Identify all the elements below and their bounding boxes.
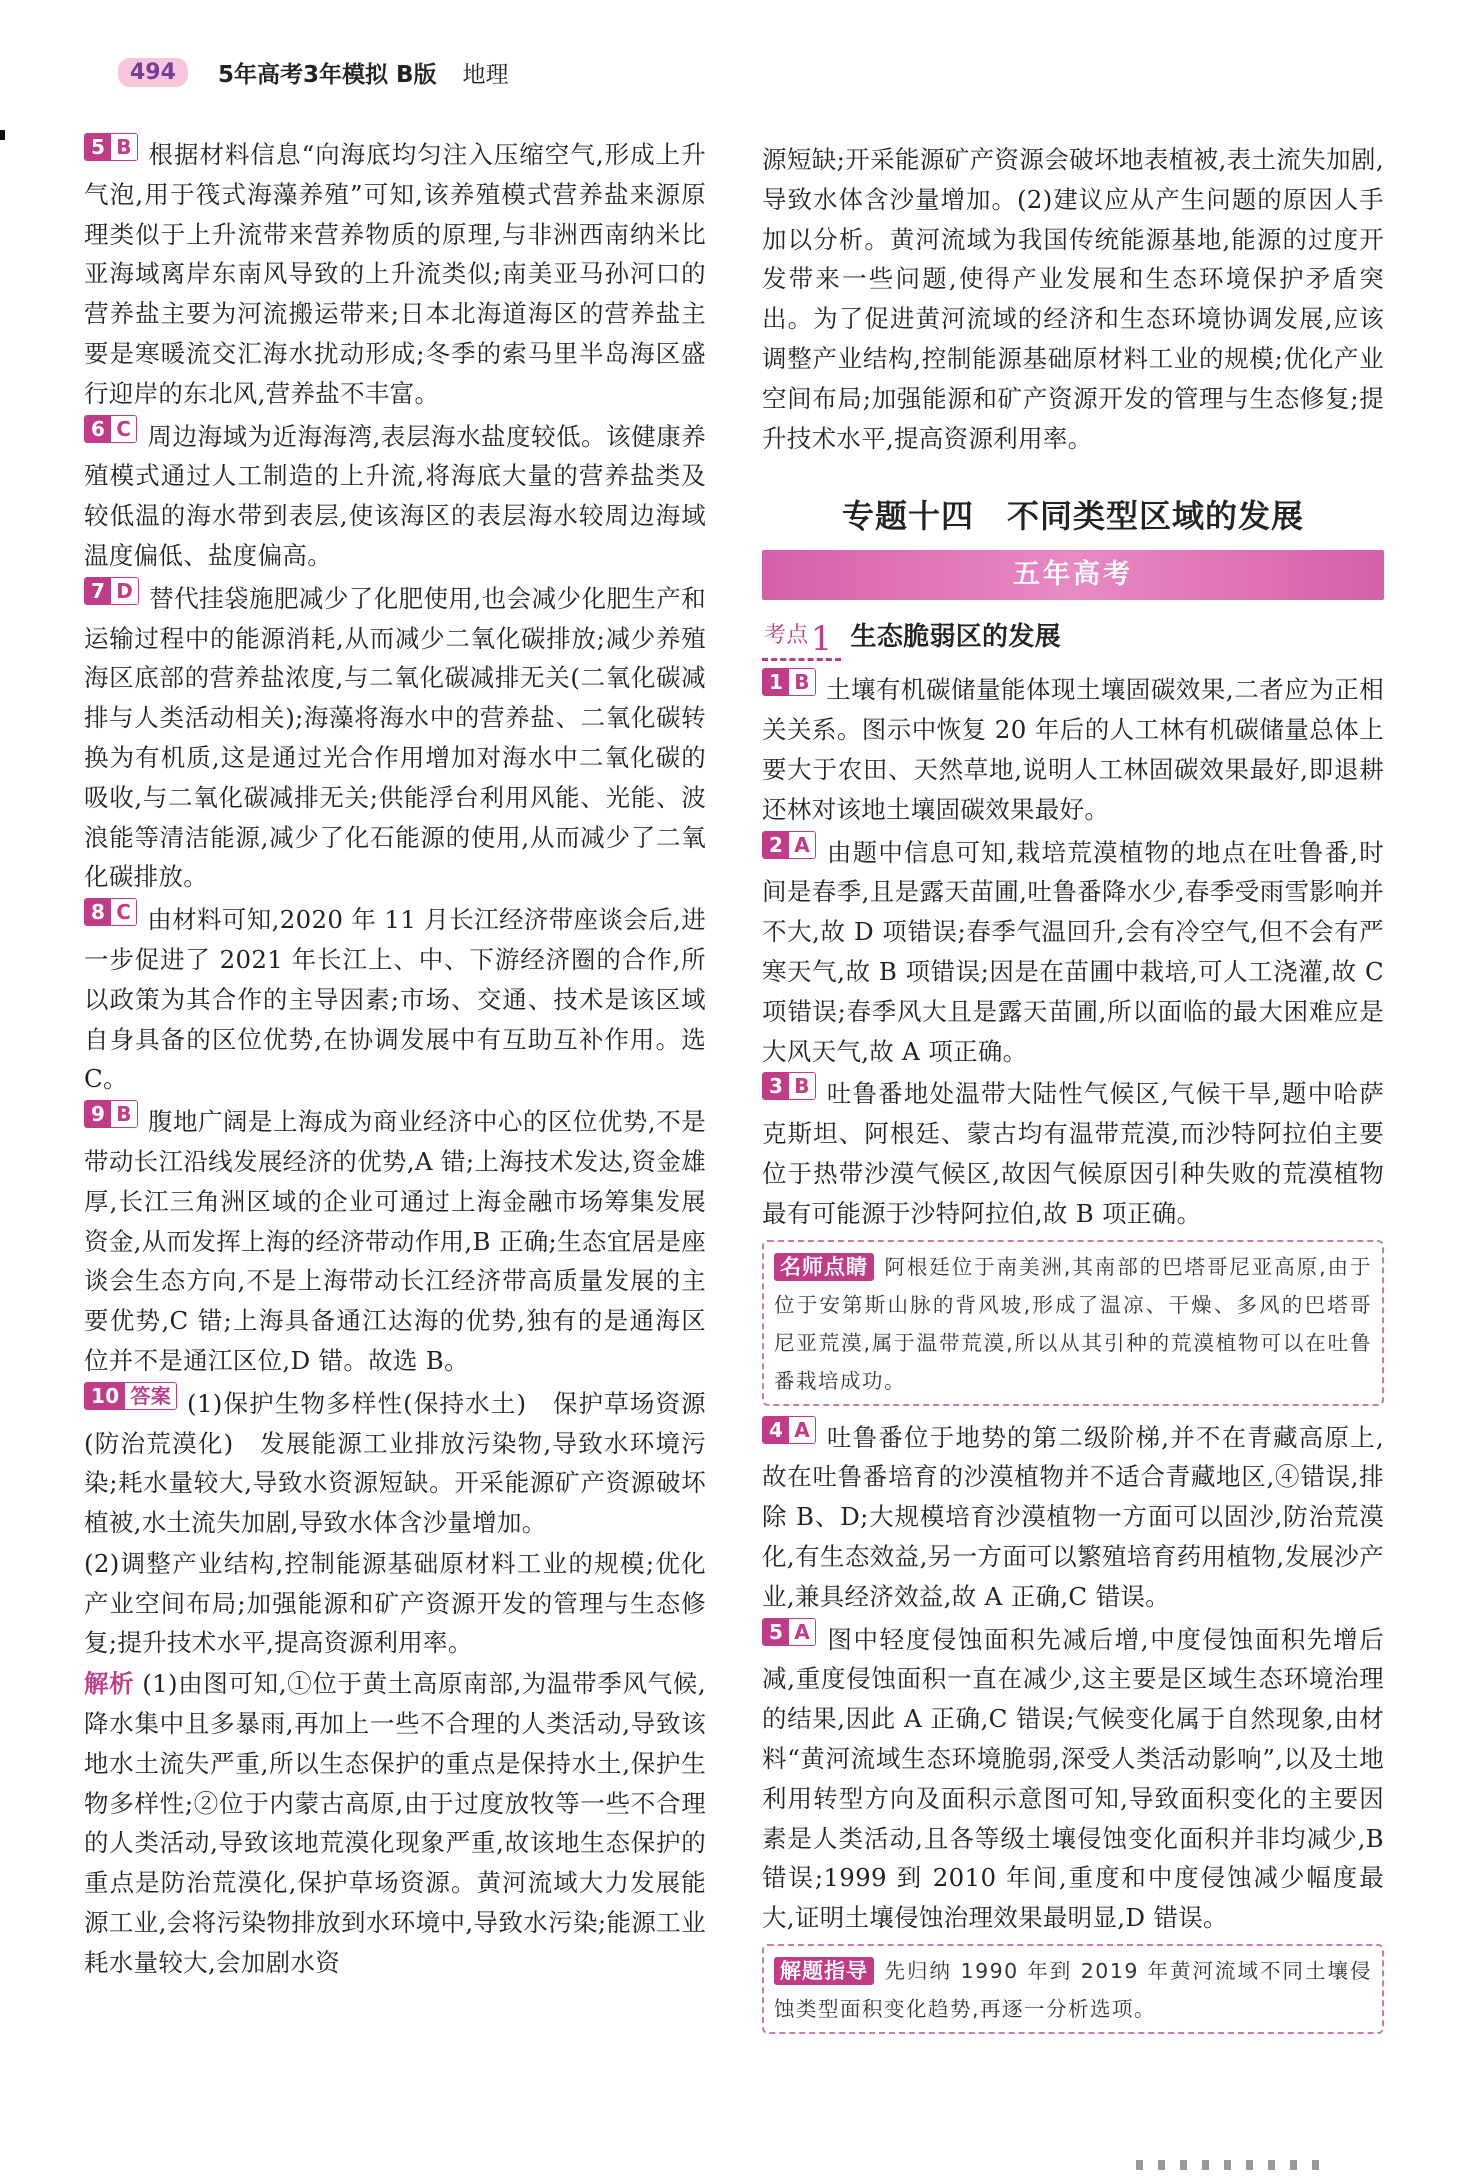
section-title: 专题十四 不同类型区域的发展 (841, 497, 1304, 536)
answer-item (84, 1100, 706, 1381)
kaodian-badge (762, 616, 841, 661)
answer-item (84, 898, 706, 1099)
answer-text: 由题中信息可知,栽培荒漠植物的地点在吐鲁番,时间是春季,且是露天苗圃,吐鲁番降水少,春季受雨雪影响并不大,故 D 项错误;春季气温回升,会有冷空气,但不会有严寒天气,故 B 项错误;因是在苗圃中栽培,可人工浇灌,故 C 项错误;春季风大且是露天苗圃,所以面临的最大困难应是大风天气,故 A 项正确。 (762, 837, 1384, 1066)
answer-item (762, 668, 1384, 829)
teacher-tip-text: 阿根廷位于南美洲,其南部的巴塔哥尼亚高原,由于位于安第斯山脉的背风坡,形成了温凉、干燥、多风的巴塔哥尼亚荒漠,属于温带荒漠,所以从其引种的荒漠植物可以在吐鲁番栽培成功。 (774, 1254, 1372, 1393)
kaodian-title: 生态脆弱区的发展 (850, 622, 1061, 653)
answer-tag: 5 B (84, 133, 138, 161)
crop-mark (0, 130, 5, 140)
answer-tag: 2 A (762, 831, 816, 859)
subject-label: 地理 (462, 61, 509, 88)
answer-text: 根据材料信息“向海底均匀注入压缩空气,形成上升气泡,用于筏式海藻养殖”可知,该养殖模式营养盐来源原理类似于上升流带来营养物质的原理,与非洲西南纳米比亚海域离岸东南风导致的上升流类似;南美亚马孙河口的营养盐主要为河流搬运带来;日本北海道海区的营养盐主要是寒暖流交汇海水扰动形成;冬季的索马里半岛海区盛行迎岸的东北风,营养盐不丰富。 (84, 140, 706, 408)
answer-text: 吐鲁番位于地势的第二级阶梯,并不在青藏高原上,故在吐鲁番培育的沙漠植物并不适合青藏地区,④错误,排除 B、D;大规模培育沙漠植物一方面可以固沙,防治荒漠化,有生态效益,另一方面可以繁殖培育药用植物,发展沙产业,兼具经济效益,故 A 正确,C 错误。 (762, 1422, 1384, 1611)
answer-text: (2)调整产业结构,控制能源基础原材料工业的规模;优化产业空间布局;加强能源和矿产资源开发的管理与生态修复;提升技术水平,提高资源利用率。 (84, 1548, 706, 1658)
answer-tag: 7 D (84, 577, 139, 605)
answer-text: 图中轻度侵蚀面积先减后增,中度侵蚀面积先增后减,重度侵蚀面积一直在减少,这主要是区域生态环境治理的结果,因此 A 正确,C 错误;气候变化属于自然现象,由材料“黄河流域生态环境脆弱,深受人类活动影响”,以及土地利用转型方向及面积示意图可知,导致面积变化的主要因素是人类活动,且各等级土壤侵蚀变化面积并非均减少,B 错误;1999 到 2010 年间,重度和中度侵蚀减少幅度最大,证明土壤侵蚀治理效果最明显,D 错误。 (762, 1624, 1384, 1933)
answer-item (84, 1382, 706, 1543)
section-band: 五年高考 (762, 550, 1384, 600)
right-column (762, 140, 1384, 2044)
kaodian-heading (762, 614, 1384, 662)
answer-tag: 5 A (762, 1618, 816, 1646)
answer-item (84, 415, 706, 576)
answer-text: 腹地广阔是上海成为商业经济中心的区位优势,不是带动长江沿线发展经济的优势,A 错;上海技术发达,资金雄厚,长江三角洲区域的企业可通过上海金融市场筹集发展资金,从而发挥上海的经济带动作用,B 正确;生态宜居是座谈会生态方向,不是上海带动长江经济带高质量发展的主要优势,C 错;上海具备通江达海的优势,独有的是通海区位并不是通江区位,D 错。故选 B。 (84, 1107, 706, 1375)
answer-item (762, 831, 1384, 1072)
page-number: 494 (118, 58, 188, 87)
footer-marks (1136, 2160, 1326, 2170)
answer-tag: 6 C (84, 415, 137, 443)
book-title: 5年高考3年模拟 B版 (217, 61, 437, 88)
kaodian-number: 1 (810, 618, 833, 659)
answer-text: 由材料可知,2020 年 11 月长江经济带座谈会后,进一步促进了 2021 年长江上、中、下游经济圈的合作,所以政策为其合作的主导因素;市场、交通、技术是该区域自身具备的区位优势,在协调发展中有互助互补作用。选 C。 (84, 905, 706, 1094)
answer-item (762, 1072, 1384, 1233)
answer-text: 土壤有机碳储量能体现土壤固碳效果,二者应为正相关关系。图示中恢复 20 年后的人工林有机碳储量总体上要大于农田、天然草地,说明人工林固碳效果最好,即退耕还林对该地土壤固碳效果最好。 (762, 675, 1384, 824)
answer-tag: 10 答案 (84, 1382, 177, 1410)
answer-tag: 1 B (762, 668, 816, 696)
answer-text: (1)保护生物多样性(保持水土) 保护草场资源(防治荒漠化) 发展能源工业排放污染物,导致水环境污染;耗水量较大,导致水资源短缺。开采能源矿产资源破坏植被,水土流失加剧,导致水体含沙量增加。 (84, 1388, 706, 1538)
teacher-tip-box (762, 1240, 1384, 1406)
analysis (84, 1664, 706, 1982)
answer-text: 吐鲁番地处温带大陆性气候区,气候干旱,题中哈萨克斯坦、阿根廷、蒙古均有温带荒漠,而沙特阿拉伯主要位于热带沙漠气候区,故因气候原因引种失败的荒漠植物最有可能源于沙特阿拉伯,故 B 项正确。 (762, 1079, 1384, 1228)
answer-tag: 9 B (84, 1100, 138, 1128)
answer-tag: 8 C (84, 898, 137, 926)
solving-guide-label: 解题指导 (774, 1957, 874, 1985)
answer-tag: 4 A (762, 1416, 816, 1444)
answer-item (762, 1618, 1384, 1938)
answer-text: 替代挂袋施肥减少了化肥使用,也会减少化肥生产和运输过程中的能源消耗,从而减少二氧化碳排放;减少养殖海区底部的营养盐浓度,与二氧化碳减排无关(二氧化碳减排与人类活动相关);海藻将海水中的营养盐、二氧化碳转换为有机质,这是通过光合作用增加对海水中二氧化碳的吸收,与二氧化碳减排无关;供能浮台利用风能、光能、波浪能等清洁能源,减少了化石能源的使用,从而减少了二氧化碳排放。 (84, 583, 706, 892)
analysis-label: 解析 (84, 1669, 135, 1699)
answer-item (84, 577, 706, 897)
answer-item (84, 133, 706, 414)
answer-tag: 3 B (762, 1072, 816, 1100)
page-header (118, 52, 508, 92)
solving-guide-box (762, 1944, 1384, 2034)
left-column (84, 133, 706, 1984)
answer-continuation (84, 1544, 706, 1663)
teacher-tip-label: 名师点睛 (774, 1253, 874, 1281)
solving-guide-text: 先归纳 1990 年到 2019 年黄河流域不同土壤侵蚀类型面积变化趋势,再逐一分析选项。 (774, 1958, 1372, 2021)
kaodian-label: 考点 (764, 622, 809, 648)
analysis-continuation: 源短缺;开采能源矿产资源会破坏地表植被,表土流失加剧,导致水体含沙量增加。(2)建议应从产生问题的原因人手加以分析。黄河流域为我国传统能源基地,能源的过度开发带来一些问题,使得产业发展和生态环境保护矛盾突出。为了促进黄河流域的经济和生态环境协调发展,应该调整产业结构,控制能源基础原材料工业的规模;优化产业空间布局;加强能源和矿产资源开发的管理与生态修复;提升技术水平,提高资源利用率。 (762, 145, 1384, 453)
analysis-text: (1)由图可知,①位于黄土高原南部,为温带季风气候,降水集中且多暴雨,再加上一些不合理的人类活动,导致该地水土流失严重,所以生态保护的重点是保持水土,保护生物多样性;②位于内蒙古高原,由于过度放牧等一些不合理的人类活动,导致该地荒漠化现象严重,故该地生态保护的重点是防治荒漠化,保护草场资源。黄河流域大力发展能源工业,会将污染物排放到水环境中,导致水污染;能源工业耗水量较大,会加剧水资 (84, 1669, 706, 1977)
answer-text: 周边海域为近海海湾,表层海水盐度较低。该健康养殖模式通过人工制造的上升流,将海底大量的营养盐类及较低温的海水带到表层,使该海区的表层海水较周边海域温度偏低、盐度偏高。 (84, 421, 706, 570)
answer-item (762, 1416, 1384, 1617)
